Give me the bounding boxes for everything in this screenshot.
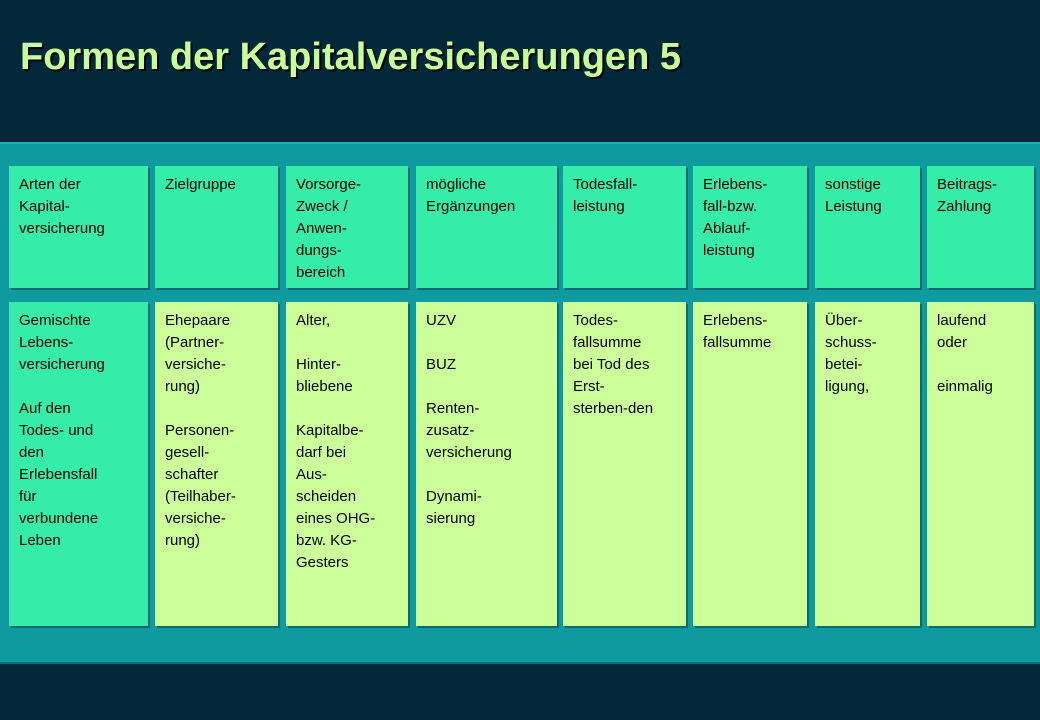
header-cell-premium: Beitrags- Zahlung <box>927 166 1034 288</box>
header-cell-additions: mögliche Ergänzungen <box>416 166 557 288</box>
table-cell-purpose: Alter, Hinter- bliebene Kapitalbe- darf bei Aus- scheiden eines OHG- bzw. KG- Gesters <box>286 302 408 626</box>
table-cell-maturity-benefit: Erlebens- fallsumme <box>693 302 807 626</box>
header-cell-target-group: Zielgruppe <box>155 166 278 288</box>
table-cell-other-benefit: Über- schuss- betei- ligung, <box>815 302 920 626</box>
header-cell-purpose: Vorsorge- Zweck / Anwen- dungs- bereich <box>286 166 408 288</box>
table-cell-death-benefit: Todes- fallsumme bei Tod des Erst- sterben-den <box>563 302 686 626</box>
table-cell-premium: laufend oder einmalig <box>927 302 1034 626</box>
table-cell-type: Gemischte Lebens- versicherung Auf den Todes- und den Erlebensfall für verbundene Leben <box>9 302 148 626</box>
page-title: Formen der Kapitalversicherungen 5 <box>20 36 681 78</box>
table-cell-target-group: Ehepaare (Partner- versiche- rung) Personen- gesell- schafter (Teilhaber- versiche- rung) <box>155 302 278 626</box>
header-cell-other-benefit: sonstige Leistung <box>815 166 920 288</box>
table-cell-additions: UZV BUZ Renten- zusatz- versicherung Dynami- sierung <box>416 302 557 626</box>
header-cell-maturity-benefit: Erlebens- fall-bzw. Ablauf- leistung <box>693 166 807 288</box>
header-cell-type: Arten der Kapital- versicherung <box>9 166 148 288</box>
header-cell-death-benefit: Todesfall- leistung <box>563 166 686 288</box>
